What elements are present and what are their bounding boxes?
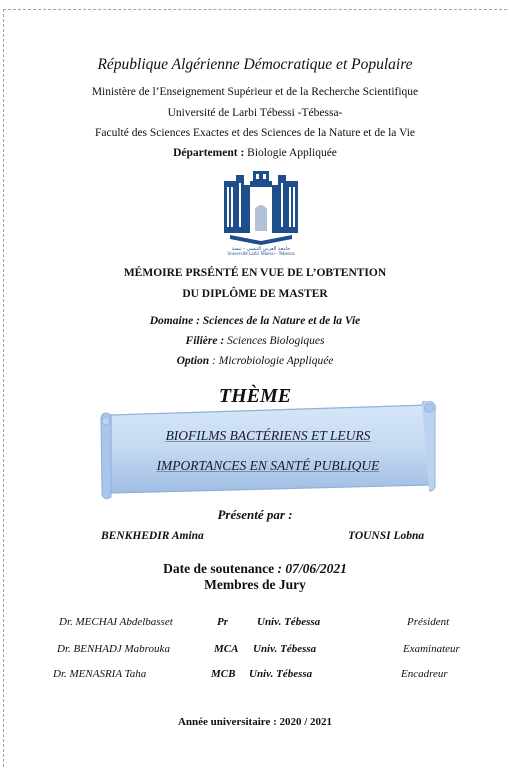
scroll-banner [99,401,437,501]
option-value: : Microbiologie Appliquée [212,355,334,367]
jury-member-2-grade: MCA [214,643,239,655]
jury-member-1-grade: Pr [217,616,228,628]
defense-date-line [0,561,510,577]
jury-member-1-univ: Univ. Tébessa [257,616,321,628]
option-line [0,355,510,367]
author-1: BENKHEDIR Amina [101,530,204,542]
jury-member-1-name: Dr. MECHAI Abdelbasset [59,616,173,628]
domain-line: Domaine : Sciences de la Nature et de la Vie [149,315,361,327]
memoir-line-2: DU DIPLÔME DE MASTER [182,288,328,300]
department-line [0,147,510,159]
thesis-title-line-2: IMPORTANCES EN SANTÉ PUBLIQUE [156,458,380,473]
jury-member-2-name: Dr. BENHADJ Mabrouka [57,643,170,655]
department-label: Département : [173,147,245,159]
department-value: Biologie Appliquée [247,147,337,159]
option-label: Option [176,355,210,367]
filiere-label: Filière : [185,335,225,347]
defense-date: : 07/06/2021 [277,561,347,576]
defense-label: Date de soutenance [163,561,275,576]
university-logo-icon [222,171,300,255]
jury-heading: Membres de Jury [204,577,306,592]
university-line: Université de Larbi Tébessi -Tébessa- [167,107,343,119]
memoir-line-1: MÉMOIRE PRSÉNTÉ EN VUE DE L’OBTENTION [123,267,387,279]
filiere-value: Sciences Biologiques [227,335,325,347]
presented-by-label: Présenté par : [217,507,293,522]
thesis-title-line-1: BIOFILMS BACTÉRIENS ET LEURS [165,428,371,443]
author-2: TOUNSI Lobna [348,530,425,542]
jury-member-2-role: Examinateur [403,643,460,655]
ministry-line: Ministère de l’Enseignement Supérieur et de la Recherche Scientifique [91,86,419,98]
theme-heading: THÈME [218,385,292,407]
logo-caption-ar: جامعة العربي التبسي - تبسة [231,246,291,252]
jury-member-3-univ: Univ. Tébessa [249,668,313,680]
jury-member-1-role: Président [407,616,450,628]
logo-caption-fr: Université Larbi Tébessi - Tébessa [227,251,295,255]
filiere-line [0,335,510,347]
academic-year: Année universitaire : 2020 / 2021 [177,716,333,728]
republic-title: République Algérienne Démocratique et Populaire [97,56,413,73]
jury-member-3-name: Dr. MENASRIA Taha [53,668,147,680]
jury-member-2-univ: Univ. Tébessa [253,643,317,655]
faculty-line: Faculté des Sciences Exactes et des Sciences de la Nature et de la Vie [94,127,415,139]
jury-member-3-role: Encadreur [401,668,448,680]
jury-member-3-grade: MCB [211,668,236,680]
